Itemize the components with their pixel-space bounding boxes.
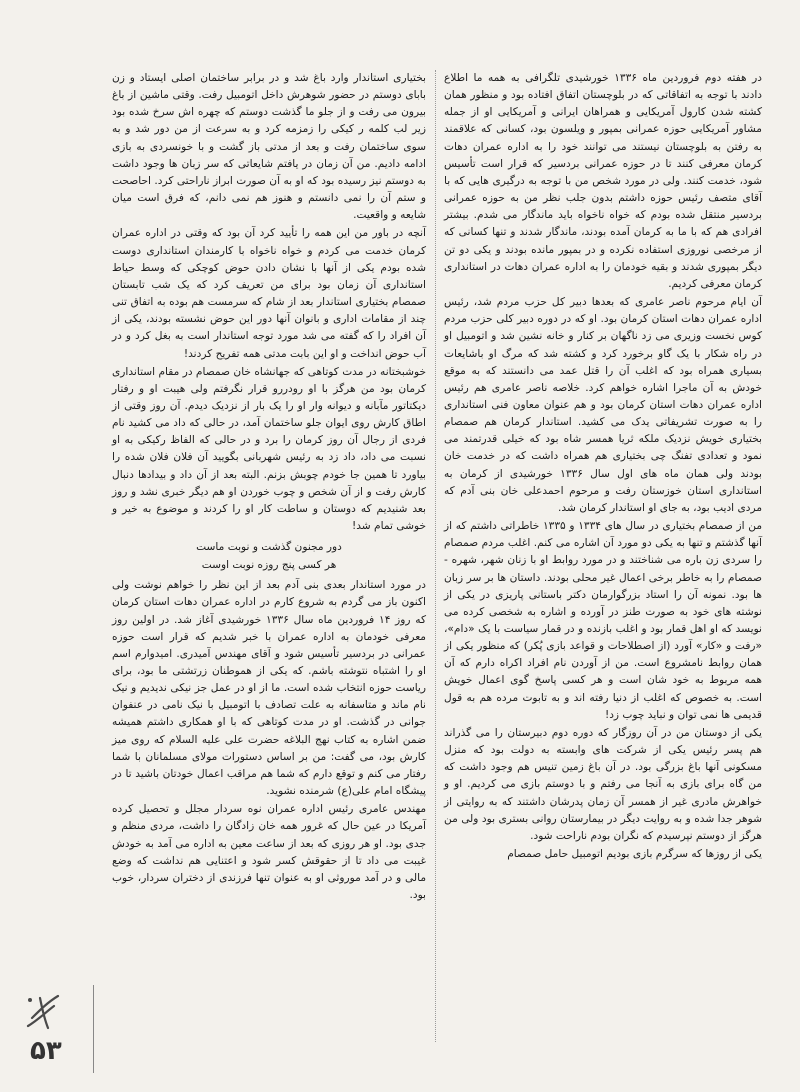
paragraph: آنچه در باور من این همه را تأیید کرد آن بود که وقتی در اداره عمران کرمان خدمت می کردم و خواه ناخواه با کارمندان استانداری دوست شده بودم یکی از آنها با نشان دادن حوض کوچکی که وسط حیاط استانداری آن زمان بود برای من تعریف کرد که یک شب تابستان صمصام بختیاری استاندار بعد از شام که سرمست هم بوده به اتفاق تنی چند از مقامات اداری و بانوان آنها دور این حوض نشسته بودند، یکی از آن افراد را که گفته می شد مورد توجه استاندار است به بغل کرد و در آب حوض انداخت و او این بابت مدتی همه تفریح کردند!	[112, 227, 426, 360]
paragraph: در مورد استاندار بعدی بنی آدم بعد از این نظر را خواهم نوشت ولی اکنون باز می گردم به شروع کارم در اداره عمران دهات استان کرمان که روز ۱۴ فروردین ماه سال ۱۳۳۶ خورشیدی آغاز شد. در اولین روز معرفی خودمان به اداره عمران با خبر شدیم که قرار است حوزه عمرانی در بردسیر تأسیس شود و آقای مهندس آمیدری. امیدوارم اسم او را اشتباه نتوشته باشم. که یکی از هموطنان زرتشتی ما بود، برای ریاست حوزه انتخاب شده است. ما از او در عمل جز نیکی ندیدیم و نیک نام ماند و متاسفانه به علت تصادف با اتومبیل با نیک نامی در عنفوان جوانی در گذشت. او در مدت کوتاهی که با او همکاری داشتم همیشه ضمن اشاره به کتاب نهج البلاغه حضرت علی علیه السلام که روی میز کارش بود، می گفت: من بر اساس دستورات مولای مسلمانان با شما رفتار می کنم و توقع دارم که شما هم مراقب اعمال خودتان باشید تا در پیشگاه امام علی(ع) شرمنده نشوید.	[112, 579, 426, 798]
paragraph: آن ایام مرحوم ناصر عامری که بعدها دبیر کل حزب مردم شد، رئیس اداره عمران دهات استان کرمان بود. او که در دوره دبیر کلی حزب مردم کوس نخست وزیری می زد ناگهان بر کنار و خانه نشین شد و اتومبیل او در راه شکار با یک گاو برخورد کرد و کشته شد که مرگ او باشایعات بسیاری همراه بود که اغلب آن را قتل عمد می دانستند که به موقع خودش به آن ماجرا اشاره خواهم کرد. خلاصه ناصر عامری هم رئیس اداره عمران دهات استان کرمان بود و هم عنوان معاون فنی استانداری را به صورت تشریفاتی یدک می کشید. استاندار کرمان هم صمصام بختیاری خویش نزدیک ملکه ثریا همسر شاه بود که خیلی قدرتمند می نمود و تعدادی تفنگ چی بختیاری هم همراه داشت که در خدمت خان بودند ولی همان ماه های اول سال ۱۳۳۶ خورشیدی از کرمان به استانداری استان خوزستان رفت و مرحوم احمدعلی خان بنی آدم که مردی ادیب بود، به جای او استاندار کرمان شد.	[444, 296, 762, 514]
poem	[112, 538, 426, 574]
paragraph: در هفته دوم فروردین ماه ۱۳۳۶ خورشیدی تلگرافی به همه ما اطلاع دادند با توجه به اتفاقاتی که در بلوچستان اتفاق افتاده بود و منظور همان کشته شدن کارول آمریکایی و همراهان ایرانی و آمریکایی او از جمله مشاور آمریکایی حوزه عمرانی بمپور و ویلسون بود، کسانی که علاقمند به رفتن به بلوچستان نیستند می توانند خود را به اداره عمران دهات کرمان معرفی کنند تا در حوزه عمرانی بردسیر که قرار است تأسیس شود، خدمت کنند. ولی در مورد شخص من با توجه به درگیری هایی که با آقای متصف رئیس حوزه داشتم بدون جلب نظر من به حوزه عمرانی بردسیر منتقل شده بودم که خواه ناخواه باید ماندگار می شدم. بیشتر افرادی هم که با ما به کرمان آمده بودند، ماندگار شدند و تنها کسانی که از مرخصی نوروزی استفاده نکرده و در بمپور مانده بودند و یکی دو تن دیگر بمپوری شدند و بقیه خودمان را به اداره عمران دهات در استانداری کرمان معرفی کردیم.	[444, 72, 762, 290]
column-divider	[435, 70, 436, 1042]
right-column	[444, 70, 762, 863]
paragraph: مهندس عامری رئیس اداره عمران نوه سردار مجلل و تحصیل کرده آمریکا در عین حال که غرور همه خان زادگان را داشت، مردی منظم و جدی بود. او هر روزی که بعد از ساعت معین به اداره می آمد به خودش غیبت می داد تا از حقوقش کسر شود و اعتنایی هم نداشت که وضع مالی و در آمد موروثی او به عنوان تنها فرزندی از دختران سردار، خوب بود.	[112, 803, 426, 902]
margin-rule	[93, 985, 94, 1073]
paragraph: من از صمصام بختیاری در سال های ۱۳۳۴ و ۱۳۳۵ خاطراتی داشتم که از آنها گذشتم و تنها به یکی دو مورد آن اشاره می کنم. اغلب مردم صمصام را سردی زن باره می شناختند و در مورد روابط او با زنان شهر، شهره - صمصام را به خاطر برخی اعمال غیر محلی بودند. داستان ها بر سر زبان ها بود. نمونه آن را استاد بزرگوارمان دکتر باستانی پاریزی در یکی از نوشته های خود به صورت طنز در آورده و اشاره به شخصی کرده می نویسد که او اهل قمار بود و اغلب بازنده و در قمار سیاست با یک «دام»، «رفت و «کار» آورد (از اصطلاحات و قواعد بازی پُکر) که منظور یکی از همان روابط نامشروع است. من از آوردن نام افراد اکراه دارم که آن همه مربوط به خود شان است و هر کسی پاسخ گوی اعمال خویش است. به خصوص که اغلب از دنیا رفته اند و به تابوت مرده هم به قول قدیمی ها نمی توان و نباید چوب زد!	[444, 520, 763, 721]
paragraph: یکی از دوستان من در آن روزگار که دوره دوم دبیرستان را می گذراند هم پسر رئیس یکی از شرکت های وابسته به دولت بود که منزل مسکونی آنها باغ بزرگی بود. در آن باغ زمین تنیس هم وجود داشت که من گاه برای بازی به آنجا می رفتم و با دوستم بازی می کردیم. او و خواهرش مادری غیر از همسر آن زمان پدرشان داشتند که به روایتی از شوهر جدا شده و به روایت دیگر در بیمارستان روانی بستری بود ولی من هرگز از دوستم نپرسیدم که نگران بودم ناراحت شود.	[444, 726, 762, 842]
poem-line: دور مجنون گذشت و نوبت ماست	[196, 541, 342, 554]
paragraph: خوشبختانه در مدت کوتاهی که جهانشاه خان صمصام در مقام استانداری کرمان بود من هرگز با او رودررو قرار نگرفتم ولی هیبت او و رفتار دیکتاتور مآبانه و دیوانه وار او را یک بار از نزدیک دیدم. آن روز وقتی از اطاق کارش روی ایوان جلو ساختمان آمد، در حالی که داد می کشید نام فردی از رجال آن روز کرمان را برد و در حالی که الفاظ رکیکی به او نسبت می داد، داد زد به رئیس شهربانی بگویید آن فلان فلان شده را بیاورد تا همین جا خودم چوبش بزنم. البته بعد از آن داد و بیدادها دنبال کارش رفت و از آن شخص و چوب خوردن او هم دیگر خبری نشد و روز بعد شنیدیم که دوستان و ساطت کار او را کردند و موضوع به خیر و خوشی تمام شد!	[112, 365, 426, 533]
poem-line: هر کسی پنج روزه نوبت اوست	[201, 559, 337, 572]
paragraph: بختیاری استاندار وارد باغ شد و در برابر ساختمان اصلی ایستاد و زن بابای دوستم در حضور شوهرش داخل اتومبیل رفت. وقتی ماشین از باغ بیرون می رفت و از جلو ما گذشت دوستم که چهره اش سرخ شده بود زیر لب کلمه ر کیکی را زمزمه کرد و به سرعت از من دور شد و به سوی ساختمان رفت و بعد از مدتی باز گشت و با خونسردی به بازی ادامه دادیم. من آن زمان در یافتم شایعاتی که سر زبان ها وجود داشت به دوستم نیز رسیده بود که او به آن صورت ابراز ناراحتی کرد. احاصحت و ستم آن را نمی دانستم و هنوز هم نمی دانم، که فرق است میان شایعه و واقعیت.	[112, 72, 426, 222]
kerman-logo-icon	[18, 988, 64, 1034]
paragraph: یکی از روزها که سرگرم بازی بودیم اتومبیل حامل صمصام	[507, 848, 762, 861]
page-number: ۵۳	[30, 1036, 62, 1066]
left-column	[112, 70, 426, 904]
